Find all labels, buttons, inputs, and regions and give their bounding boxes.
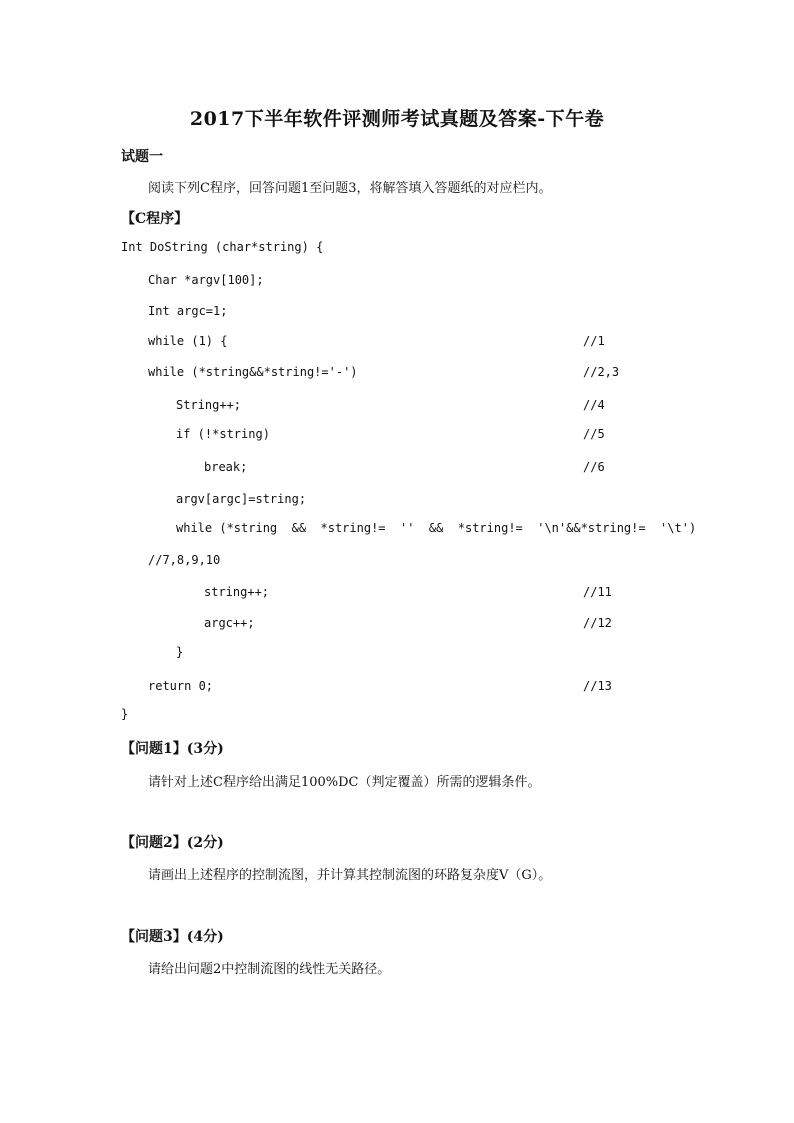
code-comment: //1: [583, 334, 605, 348]
code-line: Int argc=1;: [148, 304, 228, 318]
code-line: String++;: [176, 398, 242, 412]
intro-paragraph: 阅读下列C程序，回答问题1至问题3，将解答填入答题纸的对应栏内。: [148, 181, 552, 196]
section-title: 试题一: [121, 149, 163, 165]
code-comment: //5: [583, 427, 605, 441]
code-line: while (1) {: [148, 334, 228, 348]
code-line: while (*string && *string!= '' && *string!= '\n'&&*string!= '\t'): [176, 521, 697, 535]
question-3-text: 请给出问题2中控制流图的线性无关路径。: [148, 962, 391, 977]
question-2-text: 请画出上述程序的控制流图，并计算其控制流图的环路复杂度V（G）。: [148, 868, 552, 883]
code-comment: //2,3: [583, 365, 620, 379]
code-line: while (*string&&*string!='-'): [148, 365, 358, 379]
code-line: string++;: [204, 585, 270, 599]
code-line: Char *argv[100];: [148, 273, 264, 287]
question-2-heading: 【问题2】(2分): [121, 835, 224, 851]
program-heading: 【C程序】: [121, 211, 189, 227]
code-line: return 0;: [148, 679, 214, 693]
question-1-heading: 【问题1】(3分): [121, 741, 224, 757]
code-line: argv[argc]=string;: [176, 492, 307, 506]
code-comment: //11: [583, 585, 612, 599]
code-line: argc++;: [204, 616, 255, 630]
question-1-text: 请针对上述C程序给出满足100%DC（判定覆盖）所需的逻辑条件。: [148, 775, 541, 790]
code-line: }: [121, 707, 129, 721]
code-comment: //12: [583, 616, 612, 630]
code-line: }: [176, 645, 184, 659]
code-line: break;: [204, 460, 248, 474]
question-3-heading: 【问题3】(4分): [121, 929, 224, 945]
code-comment: //4: [583, 398, 605, 412]
code-comment: //6: [583, 460, 605, 474]
document-title: 2017下半年软件评测师考试真题及答案-下午卷: [189, 108, 605, 130]
code-line: if (!*string): [176, 427, 270, 441]
code-comment: //13: [583, 679, 612, 693]
code-line: //7,8,9,10: [148, 553, 221, 567]
code-line: Int DoString (char*string) {: [121, 240, 324, 254]
